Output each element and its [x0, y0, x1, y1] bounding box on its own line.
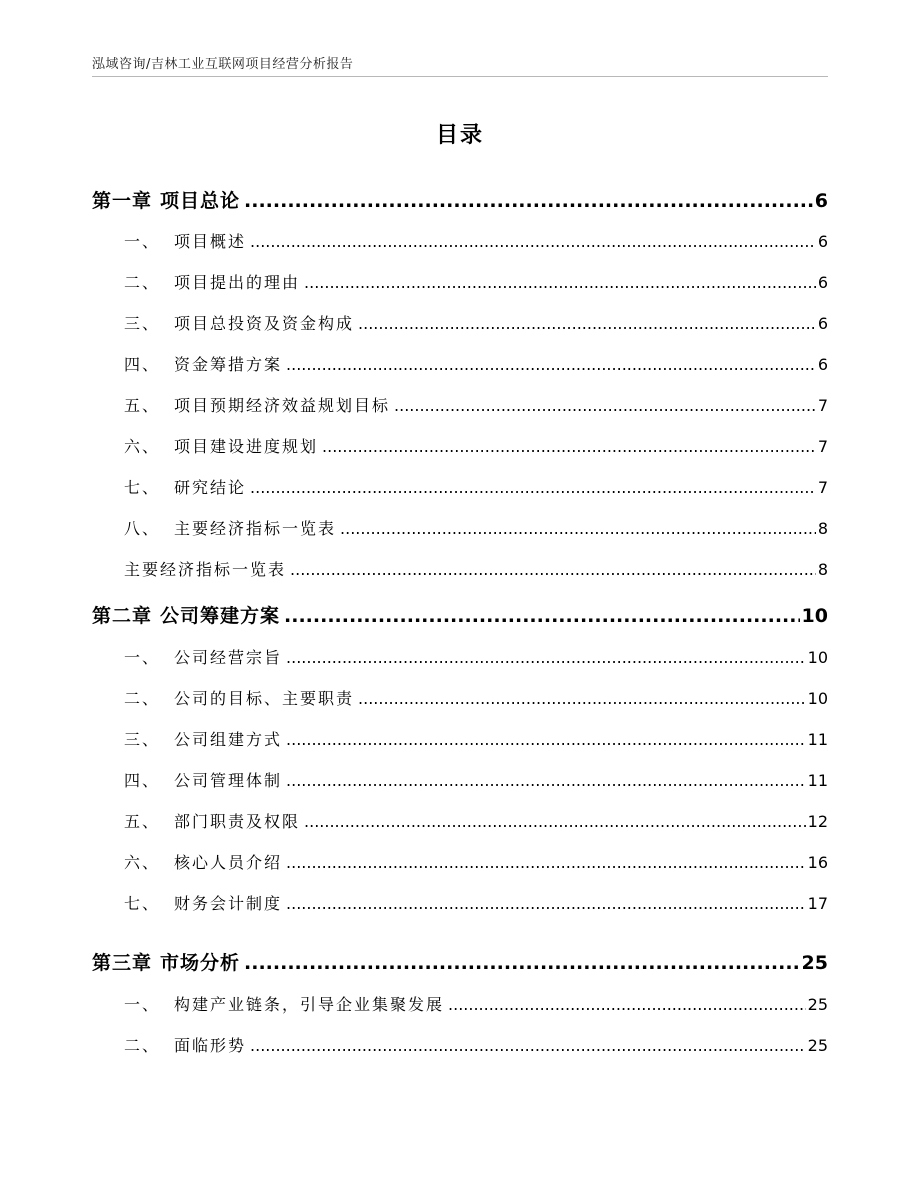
toc-entry-label: 公司的目标、主要职责	[174, 689, 355, 708]
toc-entry-label: 项目提出的理由	[174, 273, 301, 292]
toc-section-entry[interactable]	[124, 809, 828, 832]
toc-section-entry[interactable]	[124, 229, 828, 252]
toc-section-entry[interactable]	[124, 727, 828, 750]
toc-page-number: 25	[807, 1036, 828, 1055]
toc-page-number: 6	[817, 355, 828, 374]
toc-section-number: 六、	[124, 437, 161, 456]
toc-entry-label: 公司组建方式	[174, 730, 283, 749]
toc-section-entry[interactable]	[124, 557, 828, 580]
toc-section-number: 一、	[124, 995, 161, 1014]
toc-entry-label: 项目预期经济效益规划目标	[174, 396, 391, 415]
toc-chapter-number: 第一章	[92, 190, 153, 212]
toc-section-entry[interactable]	[124, 475, 828, 498]
toc-dot-leader	[304, 812, 806, 831]
toc-dot-leader	[304, 273, 816, 292]
toc-section-entry[interactable]	[124, 434, 828, 457]
toc-chapter-entry[interactable]	[92, 948, 828, 975]
toc-section-number: 七、	[124, 478, 161, 497]
toc-dot-leader	[286, 355, 816, 374]
toc-dot-leader	[250, 232, 816, 251]
toc-section-entry[interactable]	[124, 311, 828, 334]
toc-chapter-number: 第二章	[92, 605, 153, 627]
toc-dot-leader	[250, 1036, 806, 1055]
toc-entry-label: 公司经营宗旨	[174, 648, 283, 667]
toc-section-entry[interactable]	[124, 992, 828, 1015]
toc-dot-leader	[286, 894, 806, 913]
toc-section-entry[interactable]	[124, 1033, 828, 1056]
toc-dot-leader	[448, 995, 806, 1014]
toc-chapter-entry[interactable]	[92, 601, 828, 628]
toc-page-number: 16	[807, 853, 828, 872]
toc-page-number: 11	[807, 730, 828, 749]
header-divider	[92, 76, 828, 77]
toc-chapter-entry[interactable]	[92, 186, 828, 213]
toc-page-number: 7	[817, 437, 828, 456]
toc-entry-label: 核心人员介绍	[174, 853, 283, 872]
toc-dot-leader	[358, 314, 816, 333]
toc-section-number: 三、	[124, 730, 161, 749]
toc-section-entry[interactable]	[124, 768, 828, 791]
toc-page-number: 6	[817, 273, 828, 292]
toc-entry-label: 资金筹措方案	[174, 355, 283, 374]
toc-section-entry[interactable]	[124, 891, 828, 914]
toc-entry-label: 构建产业链条，引导企业集聚发展	[174, 995, 445, 1014]
toc-section-number: 二、	[124, 1036, 161, 1055]
toc-page-number: 10	[807, 689, 828, 708]
toc-page-number: 8	[817, 519, 828, 538]
toc-chapter-number: 第三章	[92, 952, 153, 974]
toc-dot-leader	[286, 730, 806, 749]
toc-entry-label: 市场分析	[160, 952, 241, 974]
toc-section-number: 七、	[124, 894, 161, 913]
toc-section-entry[interactable]	[124, 686, 828, 709]
toc-section-number: 三、	[124, 314, 161, 333]
toc-page-number: 8	[817, 560, 828, 579]
toc-dot-leader	[358, 689, 806, 708]
toc-page-number: 17	[807, 894, 828, 913]
toc-page-number: 7	[817, 396, 828, 415]
toc-dot-leader	[244, 952, 800, 974]
toc-section-number: 五、	[124, 812, 161, 831]
toc-section-number: 五、	[124, 396, 161, 415]
toc-entry-label: 项目总投资及资金构成	[174, 314, 355, 333]
toc-section-number: 四、	[124, 771, 161, 790]
toc-section-number: 一、	[124, 232, 161, 251]
toc-entry-label: 项目建设进度规划	[174, 437, 319, 456]
toc-entry-label: 项目概述	[174, 232, 247, 251]
toc-page-number: 7	[817, 478, 828, 497]
toc-entry-label: 主要经济指标一览表	[174, 519, 337, 538]
toc-entry-label: 研究结论	[174, 478, 247, 497]
toc-section-number: 八、	[124, 519, 161, 538]
toc-section-entry[interactable]	[124, 516, 828, 539]
toc-page-number: 25	[801, 952, 828, 974]
toc-section-entry[interactable]	[124, 850, 828, 873]
toc-dot-leader	[286, 648, 806, 667]
toc-page-number: 10	[807, 648, 828, 667]
toc-dot-leader	[290, 560, 816, 579]
toc-dot-leader	[250, 478, 816, 497]
toc-section-number: 二、	[124, 689, 161, 708]
toc-dot-leader	[286, 853, 806, 872]
toc-page-number: 6	[814, 190, 828, 212]
toc-entry-label: 部门职责及权限	[174, 812, 301, 831]
toc-dot-leader	[394, 396, 816, 415]
toc-page-number: 6	[817, 314, 828, 333]
toc-section-number: 六、	[124, 853, 161, 872]
toc-page-number: 11	[807, 771, 828, 790]
toc-section-number: 二、	[124, 273, 161, 292]
toc-dot-leader	[322, 437, 816, 456]
toc-page-number: 25	[807, 995, 828, 1014]
toc-section-entry[interactable]	[124, 270, 828, 293]
toc-entry-label: 主要经济指标一览表	[124, 560, 287, 579]
toc-entry-label: 面临形势	[174, 1036, 247, 1055]
toc-entry-label: 公司筹建方案	[160, 605, 281, 627]
toc-section-number: 四、	[124, 355, 161, 374]
toc-dot-leader	[284, 605, 800, 627]
toc-dot-leader	[340, 519, 816, 538]
toc-section-number: 一、	[124, 648, 161, 667]
toc-section-entry[interactable]	[124, 352, 828, 375]
running-header: 泓域咨询/吉林工业互联网项目经营分析报告	[92, 57, 354, 72]
toc-entry-label: 财务会计制度	[174, 894, 283, 913]
toc-page-number: 10	[801, 605, 828, 627]
toc-page-number: 12	[807, 812, 828, 831]
toc-entry-label: 项目总论	[160, 190, 241, 212]
toc-dot-leader	[244, 190, 813, 212]
toc-section-entry[interactable]	[124, 393, 828, 416]
page-title: 目录	[435, 123, 484, 148]
toc-entry-label: 公司管理体制	[174, 771, 283, 790]
toc-section-entry[interactable]	[124, 645, 828, 668]
toc-page-number: 6	[817, 232, 828, 251]
toc-dot-leader	[286, 771, 806, 790]
